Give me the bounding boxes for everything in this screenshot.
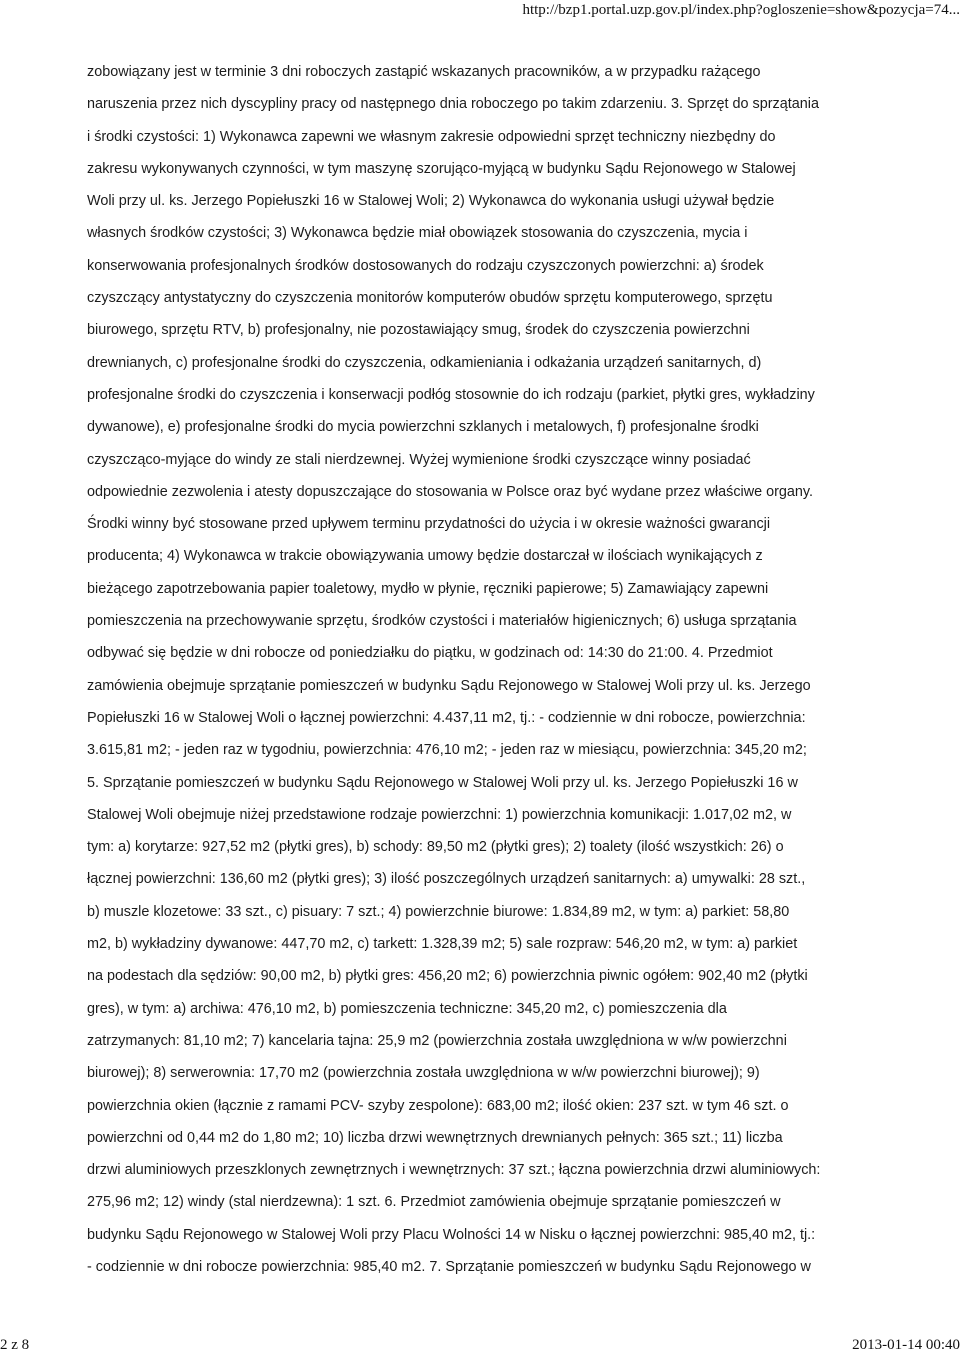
text-line: biurowego, sprzętu RTV, b) profesjonalny, nie pozostawiający smug, środek do czyszczenia powierzchni — [87, 322, 750, 339]
document-body — [87, 56, 899, 1283]
text-line: Popiełuszki 16 w Stalowej Woli o łącznej powierzchni: 4.437,11 m2, tj.: - codziennie w dni robocze, powierzchnia: — [87, 709, 806, 726]
text-line: własnych środków czystości; 3) Wykonawca będzie miał obowiązek stosowania do czyszczenia, mycia i — [87, 225, 748, 242]
text-line: b) muszle klozetowe: 33 szt., c) pisuary: 7 szt.; 4) powierzchnie biurowe: 1.834,89 m2, w tym: a) parkiet: 58,80 — [87, 903, 790, 920]
text-line: budynku Sądu Rejonowego w Stalowej Woli przy Placu Wolności 14 w Nisku o łącznej powierzchni: 985,40 m2, tj.: — [87, 1226, 816, 1243]
text-line: - codziennie w dni robocze powierzchnia: 985,40 m2. 7. Sprzątanie pomieszczeń w budynku Sądu Rejonowego w — [87, 1258, 811, 1275]
text-line: dywanowe), e) profesjonalne środki do mycia powierzchni szklanych i metalowych, f) profesjonalne środki — [87, 419, 759, 436]
text-line: profesjonalne środki do czyszczenia i konserwacji podłóg stosownie do ich rodzaju (parkiet, płytki gres, wykładziny — [87, 386, 815, 403]
text-line: producenta; 4) Wykonawca w trakcie obowiązywania umowy będzie dostarczał w ilościach wynikających z — [87, 548, 763, 565]
text-line: czyszcząco-myjące do windy ze stali nierdzewnej. Wyżej wymienione środki czyszczące winny posiadać — [87, 451, 751, 468]
text-line: czyszczący antystatyczny do czyszczenia monitorów komputerów obudów sprzętu komputerowego, sprzętu — [87, 290, 773, 307]
text-line: powierzchnia okien (łącznie z ramami PCV- szyby zespolone): 683,00 m2; ilość okien: 237 szt. w tym 46 szt. o — [87, 1097, 789, 1114]
page-number: 2 z 8 — [0, 1337, 30, 1353]
text-line: odbywać się będzie w dni robocze od poniedziałku do piątku, w godzinach od: 14:30 do 21:00. 4. Przedmiot — [87, 645, 773, 662]
text-line: Woli przy ul. ks. Jerzego Popiełuszki 16 w Stalowej Woli; 2) Wykonawca do wykonania usługi używał będzie — [87, 193, 775, 210]
text-line: powierzchni od 0,44 m2 do 1,80 m2; 10) liczba drzwi wewnętrznych drewnianych pełnych: 365 szt.; 11) liczba — [87, 1129, 783, 1146]
text-line: naruszenia przez nich dyscypliny pracy od następnego dnia roboczego po takim zdarzeniu. 3. Sprzęt do sprzątania — [87, 96, 819, 113]
text-line: i środki czystości: 1) Wykonawca zapewni we własnym zakresie odpowiedni sprzęt techniczny niezbędny do — [87, 128, 776, 145]
text-line: 3.615,81 m2; - jeden raz w tygodniu, powierzchnia: 476,10 m2; - jeden raz w miesiącu, powierzchnia: 345,20 m2; — [87, 742, 807, 759]
text-line: zakresu wykonywanych czynności, w tym maszynę szorująco-myjącą w budynku Sądu Rejonowego w Stalowej — [87, 160, 796, 177]
text-line: łącznej powierzchni: 136,60 m2 (płytki gres); 3) ilość poszczególnych urządzeń sanitarnych: a) umywalki: 28 szt., — [87, 871, 806, 888]
text-line: gres), w tym: a) archiwa: 476,10 m2, b) pomieszczenia techniczne: 345,20 m2, c) pomieszczenia dla — [87, 1000, 727, 1017]
print-datetime: 2013-01-14 00:40 — [852, 1337, 960, 1353]
text-line: 5. Sprzątanie pomieszczeń w budynku Sądu Rejonowego w Stalowej Woli przy ul. ks. Jerzego Popiełuszki 16 w — [87, 774, 798, 791]
text-line: tym: a) korytarze: 927,52 m2 (płytki gres), b) schody: 89,50 m2 (płytki gres); 2) toalety (ilość wszystkich: 26) o — [87, 839, 784, 856]
text-line: Stalowej Woli obejmuje niżej przedstawione rodzaje powierzchni: 1) powierzchnia komunikacji: 1.017,02 m2, w — [87, 806, 792, 823]
text-line: odpowiednie zezwolenia i atesty dopuszczające do stosowania w Polsce oraz być wydane przez właściwe organy. — [87, 483, 814, 500]
text-line: Środki winny być stosowane przed upływem terminu przydatności do użycia i w okresie ważności gwarancji — [87, 516, 771, 533]
text-line: zobowiązany jest w terminie 3 dni roboczych zastąpić wskazanych pracowników, a w przypadku rażącego — [87, 64, 761, 80]
page-url-header: http://bzp1.portal.uzp.gov.pl/index.php?ogloszenie=show&pozycja=74... — [522, 2, 960, 18]
text-line: zamówienia obejmuje sprzątanie pomieszczeń w budynku Sądu Rejonowego w Stalowej Woli przy ul. ks. Jerzego — [87, 677, 811, 694]
text-line: drewnianych, c) profesjonalne środki do czyszczenia, odkamieniania i odkażania urządzeń sanitarnych, d) — [87, 354, 762, 371]
text-line: biurowej); 8) serwerownia: 17,70 m2 (powierzchnia została uwzględniona w w/w powierzchni biurowej); 9) — [87, 1065, 760, 1082]
text-line: 275,96 m2; 12) windy (stal nierdzewna): 1 szt. 6. Przedmiot zamówienia obejmuje sprzątanie pomieszczeń w — [87, 1194, 781, 1211]
text-line: drzwi aluminiowych przeszklonych zewnętrznych i wewnętrznych: 37 szt.; łączna powierzchnia drzwi aluminiowych: — [87, 1162, 821, 1179]
text-line: konserwowania profesjonalnych środków dostosowanych do rodzaju czyszczonych powierzchni: a) środek — [87, 257, 764, 274]
text-line: na podestach dla sędziów: 90,00 m2, b) płytki gres: 456,20 m2; 6) powierzchnia piwnic ogółem: 902,40 m2 (płytki — [87, 968, 808, 985]
text-line: bieżącego zapotrzebowania papier toaletowy, mydło w płynie, ręczniki papierowe; 5) Zamawiający zapewni — [87, 580, 769, 597]
text-line: pomieszczenia na przechowywanie sprzętu, środków czystości i materiałów higienicznych; 6) usługa sprzątania — [87, 613, 797, 630]
text-line: m2, b) wykładziny dywanowe: 447,70 m2, c) tarkett: 1.328,39 m2; 5) sale rozpraw: 546,20 m2, w tym: a) parkiet — [87, 936, 798, 953]
text-line: zatrzymanych: 81,10 m2; 7) kancelaria tajna: 25,9 m2 (powierzchnia została uwzględniona w w/w powierzchni — [87, 1032, 787, 1049]
